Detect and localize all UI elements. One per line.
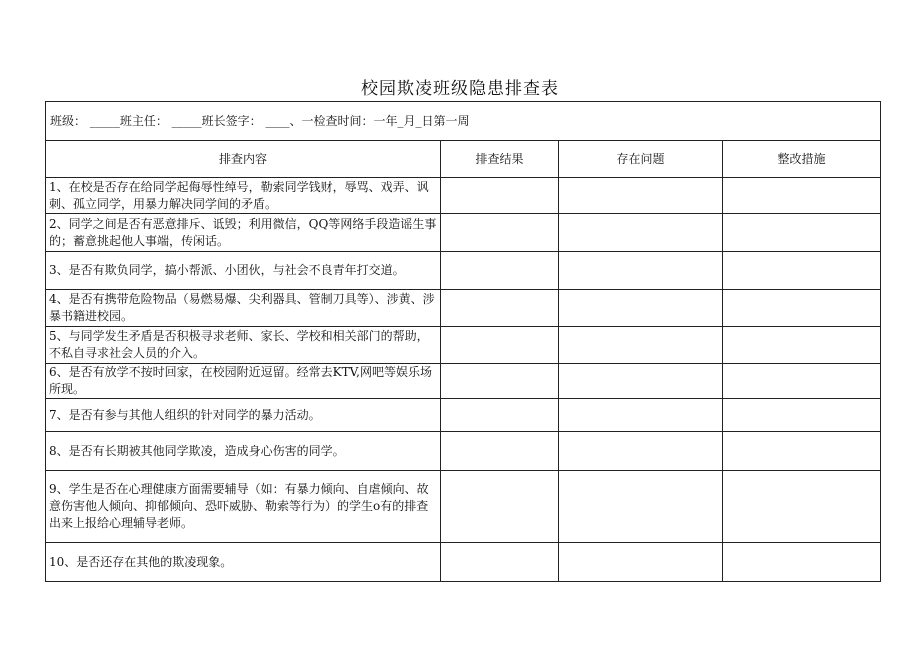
- result-cell[interactable]: [441, 252, 559, 290]
- result-cell[interactable]: [441, 543, 559, 582]
- measure-cell[interactable]: [723, 399, 881, 432]
- measure-cell[interactable]: [723, 543, 881, 582]
- result-cell[interactable]: [441, 471, 559, 543]
- header-check-result: 排查结果: [441, 141, 559, 178]
- header-check-content: 排查内容: [46, 141, 441, 178]
- check-item: 5、与同学发生矛盾是否积极寻求老师、家长、学校和相关部门的帮助，不私自寻求社会人员的介入。: [46, 327, 441, 364]
- result-cell[interactable]: [441, 214, 559, 252]
- table-row: [46, 290, 881, 327]
- page-title: 校园欺凌班级隐患排查表: [361, 79, 559, 99]
- problem-cell[interactable]: [559, 471, 723, 543]
- measure-cell[interactable]: [723, 364, 881, 399]
- check-item: 2、同学之间是否有恶意排斥、诋毁；利用微信，QQ等网络手段造谣生事的；蓄意挑起他人事端，传闲话。: [46, 214, 441, 252]
- problem-cell[interactable]: [559, 364, 723, 399]
- table-row: [46, 178, 881, 214]
- measure-cell[interactable]: [723, 432, 881, 471]
- problem-cell[interactable]: [559, 178, 723, 214]
- problem-cell[interactable]: [559, 214, 723, 252]
- measure-cell[interactable]: [723, 252, 881, 290]
- result-cell[interactable]: [441, 327, 559, 364]
- check-item: 1、在校是否存在给同学起侮辱性绰号，勒索同学钱财，辱骂、戏弄、讽刺、孤立同学，用暴力解决同学间的矛盾。: [46, 178, 441, 214]
- result-cell[interactable]: [441, 364, 559, 399]
- measure-cell[interactable]: [723, 214, 881, 252]
- header-existing-problems: 存在问题: [559, 141, 723, 178]
- problem-cell[interactable]: [559, 399, 723, 432]
- class-info-line: 班级： _____班主任： _____班长签字： ____、一检查时间：一年_月_日第一周: [46, 102, 881, 141]
- check-item: 3、是否有欺负同学，搞小帮派、小团伙，与社会不良青年打交道。: [46, 252, 441, 290]
- result-cell[interactable]: [441, 432, 559, 471]
- check-item: 9、学生是否在心理健康方面需要辅导（如：有暴力倾向、自虐倾向、故意伤害他人倾向、抑郁倾向、恐吓威胁、勒索等行为）的学生o有的排查出来上报给心理辅导老师。: [46, 471, 441, 543]
- problem-cell[interactable]: [559, 327, 723, 364]
- check-item: 6、是否有放学不按时回家，在校园附近逗留。经常去KTV,网吧等娱乐场所现。: [46, 364, 441, 399]
- check-item: 10、是否还存在其他的欺凌现象。: [46, 543, 441, 582]
- table-row: [46, 252, 881, 290]
- problem-cell[interactable]: [559, 432, 723, 471]
- result-cell[interactable]: [441, 178, 559, 214]
- measure-cell[interactable]: [723, 327, 881, 364]
- check-item: 7、是否有参与其他人组织的针对同学的暴力活动。: [46, 399, 441, 432]
- measure-cell[interactable]: [723, 290, 881, 327]
- problem-cell[interactable]: [559, 252, 723, 290]
- check-item: 4、是否有携带危险物品（易燃易爆、尖利器具、管制刀具等）、涉黄、涉暴书籍进校园。: [46, 290, 441, 327]
- table-row: [46, 214, 881, 252]
- inspection-table: [45, 101, 881, 582]
- problem-cell[interactable]: [559, 543, 723, 582]
- result-cell[interactable]: [441, 399, 559, 432]
- table-row: [46, 399, 881, 432]
- table-row: [46, 432, 881, 471]
- measure-cell[interactable]: [723, 178, 881, 214]
- problem-cell[interactable]: [559, 290, 723, 327]
- header-rectification-measures: 整改措施: [723, 141, 881, 178]
- result-cell[interactable]: [441, 290, 559, 327]
- table-row: [46, 364, 881, 399]
- table-row: [46, 471, 881, 543]
- measure-cell[interactable]: [723, 471, 881, 543]
- table-row: [46, 327, 881, 364]
- check-item: 8、是否有长期被其他同学欺凌，造成身心伤害的同学。: [46, 432, 441, 471]
- table-row: [46, 543, 881, 582]
